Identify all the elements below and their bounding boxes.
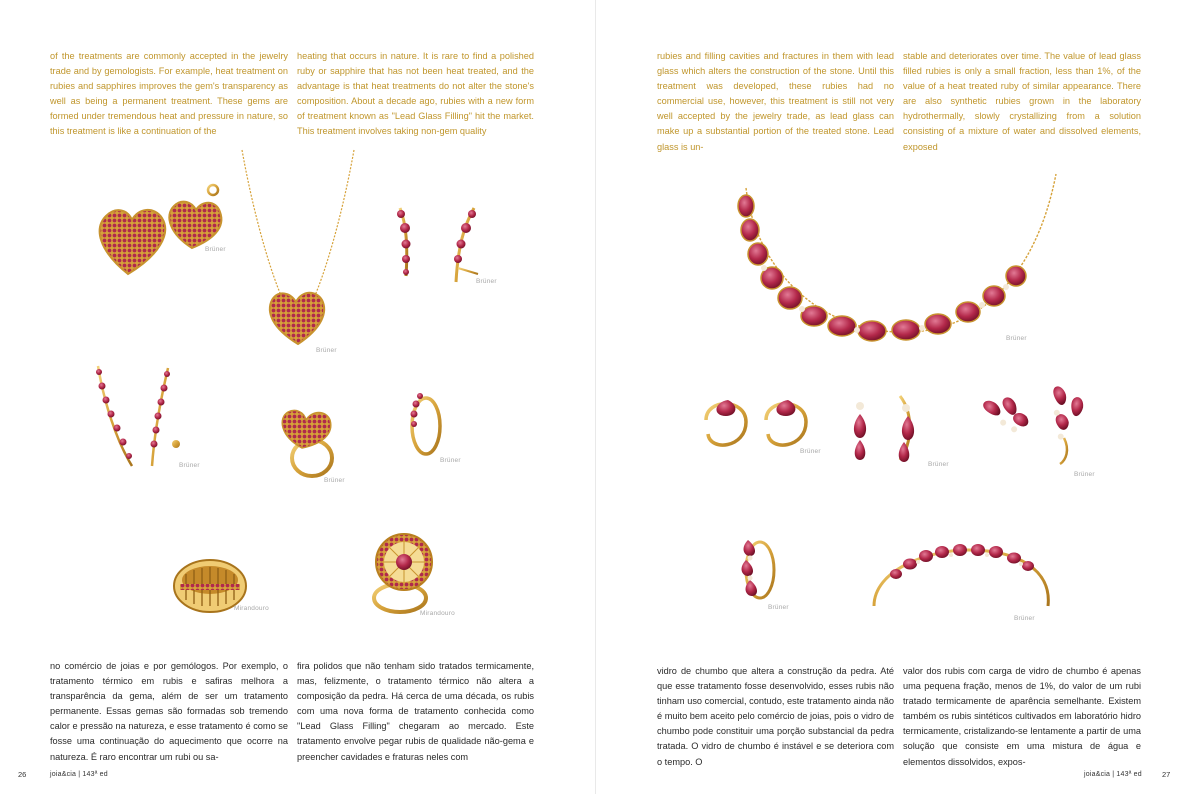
stacked-ring-icon xyxy=(736,530,780,606)
page-number: 26 xyxy=(18,770,27,779)
photo-credit: Brüner xyxy=(1014,615,1035,622)
heart-necklace-icon xyxy=(236,148,360,348)
left-page xyxy=(0,0,595,794)
drop-earrings-icon xyxy=(848,394,926,468)
wrap-earrings-icon xyxy=(700,392,812,464)
english-column-1: of the treatments are commonly accepted in the jewelry trade and by gemologists. For example, heat treatment on rubies and sapphires improves the gem's transparency as well as being a permanent treatment. These gems are formed under tremendous heat and pressure in nature, so this treatment is like a continuation of the xyxy=(50,51,288,137)
photo-credit: Brüner xyxy=(324,477,345,484)
photo-credit: Brüner xyxy=(476,278,497,285)
heart-earrings-icon xyxy=(92,178,232,288)
photo-credit: Brüner xyxy=(205,246,226,253)
photo-credit: Brüner xyxy=(1006,335,1027,342)
running-footer: joia&cia | 143ª ed xyxy=(1084,771,1142,778)
photo-credit: Brüner xyxy=(800,448,821,455)
photo-credit: Brüner xyxy=(928,461,949,468)
photo-credit: Mirandouro xyxy=(234,605,269,612)
english-column-1: rubies and filling cavities and fractures in them with lead glass which alters the construction of the stone. Until this treatment was developed, these rubies had no commercial use, however, this treatment is still not very well accepted by the jewelry trade, as lead glass can make up a substantial portion of the treated stone. Lead glass is un- xyxy=(657,51,894,152)
long-ear-cuffs-icon xyxy=(90,362,186,474)
heart-ring-icon xyxy=(272,404,342,484)
photo-credit: Brüner xyxy=(768,604,789,611)
portuguese-column-1: vidro de chumbo que altera a construção da pedra. Até que esse tratamento fosse desenvolvido, esses rubis não tinham uso comercial, contudo, este tratamento ainda não é muito bem aceito pelo comércio de joias, pois o vidro de chumbo pode constituir uma porção substancial da pedra tratada. O vidro de chumbo é instável e se deteriora com o tempo. O xyxy=(657,666,894,767)
english-column-2: stable and deteriorates over time. The value of lead glass filled rubies is only a small fraction, less than 1%, of the value of a heat treated ruby of similar appearance. There are also synthetic rubies grown in the laboratory hydrothermally, slowly crystallizing from a solution consisting of a mixture of water and dissolved elements, exposed xyxy=(903,51,1141,152)
portuguese-column-2: fira polidos que não tenham sido tratados termicamente, mas, felizmente, o tratamento térmico não altera a composição da pedra. Há cerca de uma década, os rubis com uma nova forma de tratamento conhecida como "Lead Glass Filling" chegaram ao mercado. Este tratamento envolve pegar rubis de qualidade não-gema e preencher cavidades e fraturas neles com xyxy=(297,661,534,762)
photo-credit: Brüner xyxy=(316,347,337,354)
photo-credit: Brüner xyxy=(440,457,461,464)
photo-credit: Brüner xyxy=(1074,471,1095,478)
leaf-earrings-icon xyxy=(980,388,1088,468)
right-page xyxy=(596,0,1191,794)
page-number: 27 xyxy=(1162,770,1171,779)
photo-credit: Mirandouro xyxy=(420,610,455,617)
photo-credit: Brüner xyxy=(179,462,200,469)
english-column-2: heating that occurs in nature. It is rare to find a polished ruby or sapphire that has not been heat treated, and the advantage is that heat treatments do not alter the stone's composition. About a decade ago, rubies with a new form of treatment known as "Lead Glass Filling" hit the market. This treatment involves taking non-gem quality xyxy=(297,51,534,137)
portuguese-column-1: no comércio de joias e por gemólogos. Por exemplo, o tratamento térmico em rubis e safiras melhora a transparência da gema, além de ser um tratamento permanente. Essas gemas são formadas sob tremendo calor e pressão na natureza, e esse tratamento é como se fosse uma continuação do aquecimento que ocorre na natureza. É raro encontrar um rubi ou sa- xyxy=(50,661,288,762)
sunburst-ring-icon xyxy=(364,532,444,618)
ruby-band-ring-icon xyxy=(404,384,454,462)
ruby-bangle-icon xyxy=(868,536,1058,614)
running-footer: joia&cia | 143ª ed xyxy=(50,771,108,778)
portuguese-column-2: valor dos rubis com carga de vidro de chumbo é apenas uma pequena fração, menos de 1%, do valor de um rubi tratado termicamente de aparência semelhante. Existem também os rubis sintéticos cultivados em laboratório hidro termicamente, cristalizando-se lentamente a partir de uma solução que consiste em uma mistura de água e elementos dissolvidos, expos- xyxy=(903,666,1141,767)
